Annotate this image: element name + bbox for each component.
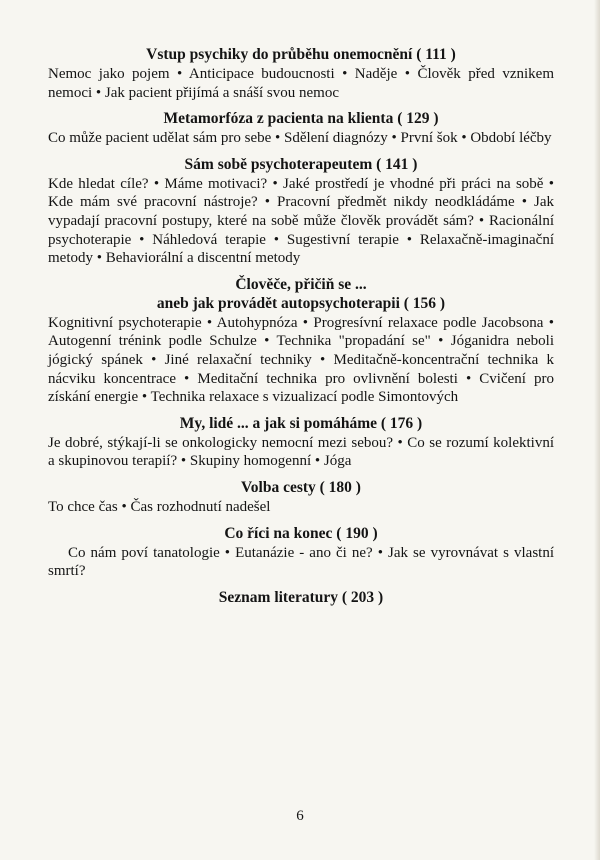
page-number: 6	[296, 808, 304, 824]
toc-section-2	[48, 110, 554, 148]
section-topics: Kde hledat cíle? • Máme motivaci? • Jaké prostředí je vhodné při práci na sobě • Kde mám své pracovní nástroje? • Pracovní předmět nikdy neodkládáme • Jak vypadají pracovní postupy, které na sobě může člověk provádět sám? • Racionální psychoterapie • Náhledová terapie • Sugestivní terapie • Relaxačně-imaginační metody • Behaviorální a discentní metody	[48, 175, 554, 267]
section-topics: Co může pacient udělat sám pro sebe • Sdělení diagnózy • První šok • Období léčby	[48, 130, 552, 147]
section-heading: Volba cesty ( 180 )	[241, 478, 361, 496]
section-heading: Vstup psychiky do průběhu onemocnění ( 111 )	[146, 46, 456, 63]
page-edge-shadow	[594, 0, 600, 860]
section-topics: Co nám poví tanatologie • Eutanázie - ano či ne? • Jak se vyrovnávat s vlastní smrtí?	[48, 544, 554, 580]
section-topics: To chce čas • Čas rozhodnutí nadešel	[48, 498, 271, 515]
section-heading: Co říci na konec ( 190 )	[224, 524, 378, 542]
toc-page	[48, 46, 554, 615]
toc-section-6	[48, 479, 554, 517]
section-topics: Nemoc jako pojem • Anticipace budoucnosti • Naděje • Člověk před vznikem nemoci • Jak pacient přijímá a snáší svou nemoc	[48, 66, 554, 101]
section-heading: Sám sobě psychoterapeutem ( 141 )	[184, 155, 418, 173]
section-heading: Seznam literatury ( 203 )	[218, 588, 384, 606]
toc-section-4	[48, 276, 554, 407]
section-heading: My, lidé ... a jak si pomáháme ( 176 )	[179, 414, 423, 432]
section-heading: Metamorfóza z pacienta na klienta ( 129 )	[163, 110, 439, 128]
section-heading: Člověče, přičiň se ...	[235, 275, 367, 293]
toc-section-5	[48, 415, 554, 471]
section-topics: Je dobré, stýkají-li se onkologicky nemocní mezi sebou? • Co se rozumí kolektivní a skupinovou terapií? • Skupiny homogenní • Jóga	[48, 434, 554, 470]
section-topics: Kognitivní psychoterapie • Autohypnóza • Progresívní relaxace podle Jacobsona • Autogenní trénink podle Schulze • Technika "propadání se" • Jóganidra neboli jógický spánek • Jiné relaxační techniky • Meditačně-koncentrační technika k nácviku koncentrace • Meditační technika pro ovlivnění bolesti • Cvičení pro získání energie • Technika relaxace s vizualizací podle Simontových	[48, 314, 554, 406]
toc-section-3	[48, 156, 554, 268]
toc-section-8	[48, 589, 554, 607]
toc-section-7	[48, 525, 554, 581]
toc-section-1	[48, 46, 554, 102]
section-subheading: aneb jak provádět autopsychoterapii ( 156 )	[156, 294, 446, 312]
